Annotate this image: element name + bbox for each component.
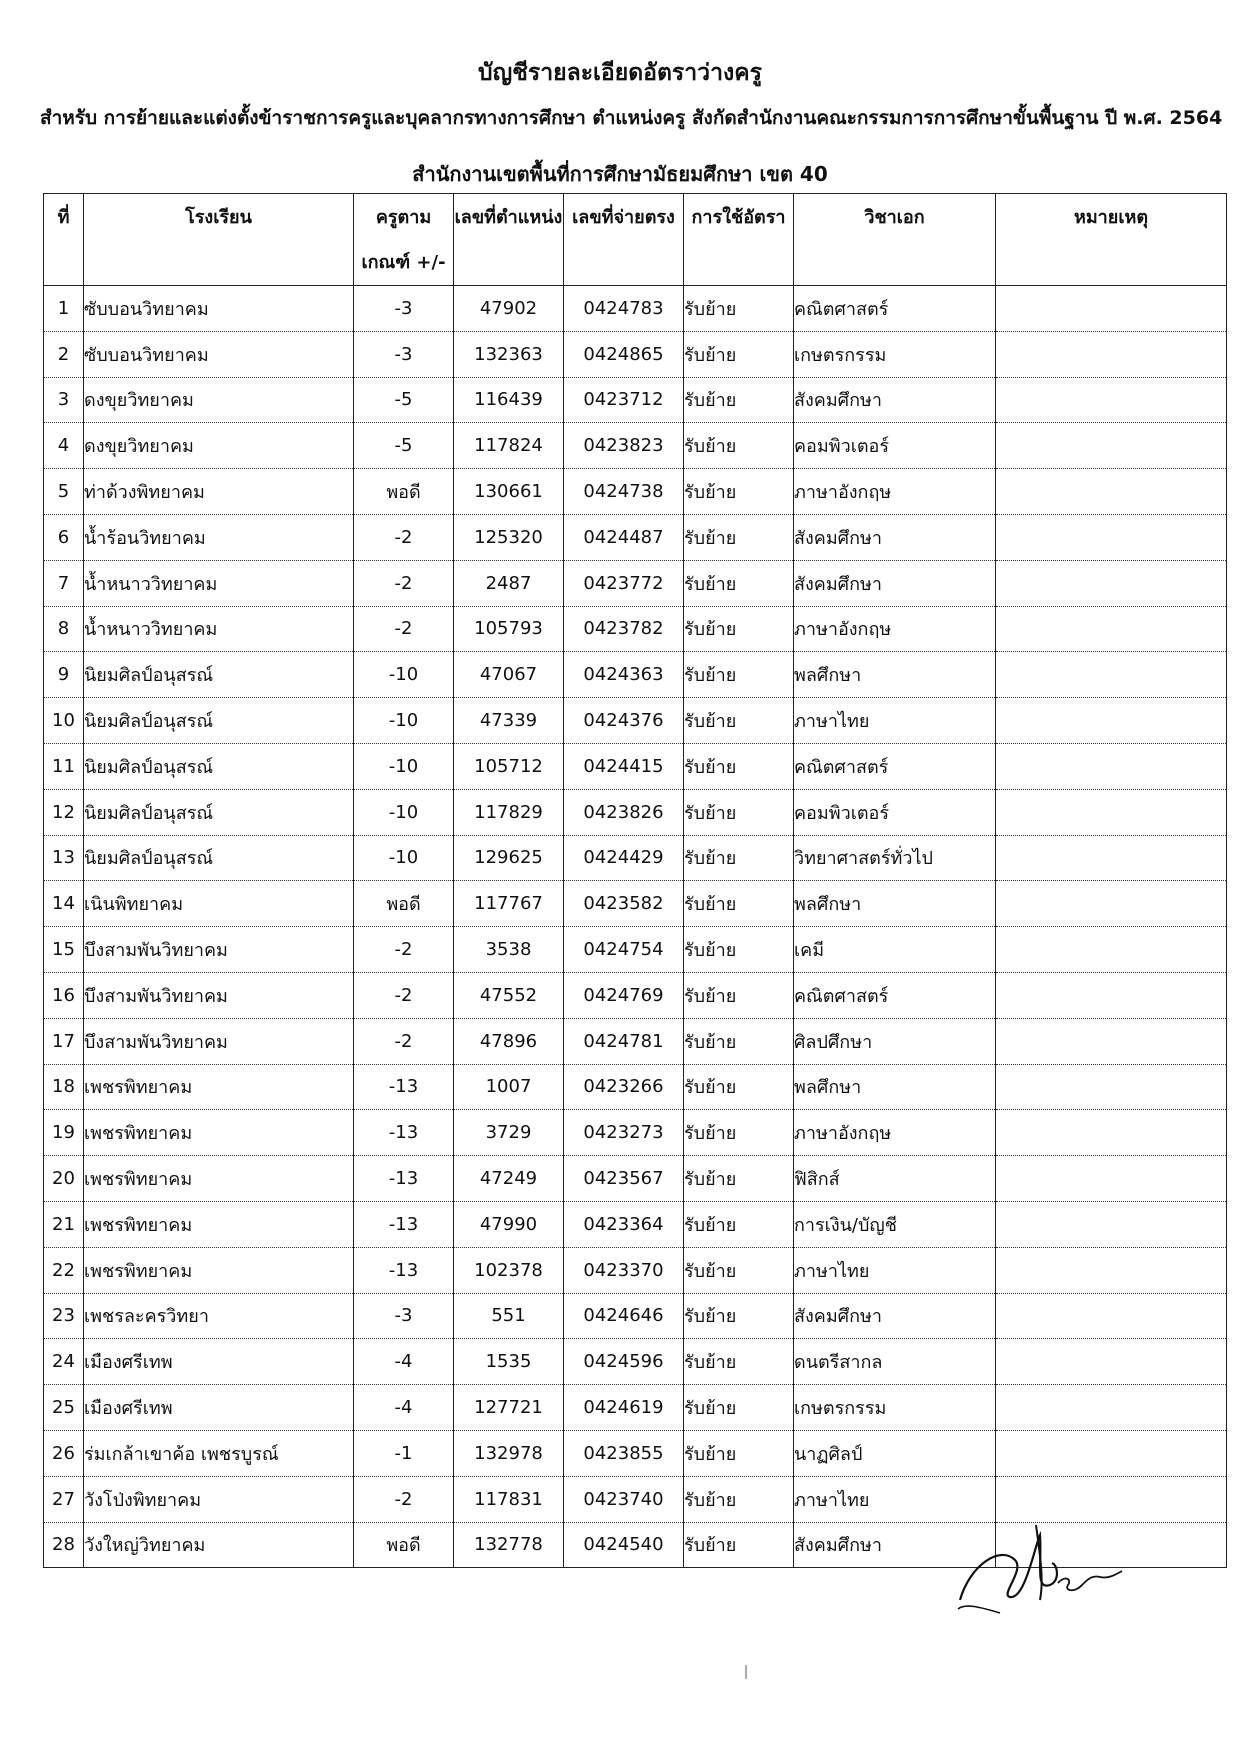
cell-position-no: 117829 <box>454 789 564 835</box>
cell-criteria: -5 <box>354 377 454 423</box>
cell-pay-no: 0423273 <box>564 1110 684 1156</box>
cell-major: เกษตรกรรม <box>794 1385 996 1431</box>
cell-major: เกษตรกรรม <box>794 331 996 377</box>
cell-no: 7 <box>44 560 84 606</box>
cell-criteria: -3 <box>354 286 454 332</box>
cell-major: ฟิสิกส์ <box>794 1156 996 1202</box>
cell-no: 10 <box>44 698 84 744</box>
cell-pay-no: 0424540 <box>564 1522 684 1568</box>
cell-no: 12 <box>44 789 84 835</box>
cell-criteria: -3 <box>354 1293 454 1339</box>
cell-criteria: -13 <box>354 1156 454 1202</box>
cell-major: สังคมศึกษา <box>794 377 996 423</box>
cell-position-no: 132778 <box>454 1522 564 1568</box>
cell-rate-use: รับย้าย <box>684 835 794 881</box>
table-row <box>44 606 1227 652</box>
cell-school: น้ำหนาววิทยาคม <box>84 606 354 652</box>
cell-remark <box>996 1201 1227 1247</box>
cell-position-no: 2487 <box>454 560 564 606</box>
cell-major: ภาษาไทย <box>794 698 996 744</box>
cell-no: 24 <box>44 1339 84 1385</box>
table-row <box>44 423 1227 469</box>
cell-rate-use: รับย้าย <box>684 1293 794 1339</box>
cell-position-no: 105793 <box>454 606 564 652</box>
cell-pay-no: 0424738 <box>564 469 684 515</box>
table-row <box>44 1247 1227 1293</box>
cell-rate-use: รับย้าย <box>684 743 794 789</box>
table-row <box>44 789 1227 835</box>
cell-pay-no: 0424619 <box>564 1385 684 1431</box>
cell-remark <box>996 1247 1227 1293</box>
cell-rate-use: รับย้าย <box>684 698 794 744</box>
cell-rate-use: รับย้าย <box>684 1476 794 1522</box>
cell-pay-no: 0424376 <box>564 698 684 744</box>
cell-school: ร่มเกล้าเขาค้อ เพชรบูรณ์ <box>84 1430 354 1476</box>
cell-position-no: 102378 <box>454 1247 564 1293</box>
cell-school: ท่าด้วงพิทยาคม <box>84 469 354 515</box>
cell-no: 6 <box>44 514 84 560</box>
col-header-criteria-line1: ครูตาม <box>375 207 432 228</box>
cell-criteria: -2 <box>354 927 454 973</box>
cell-school: วังใหญ่วิทยาคม <box>84 1522 354 1568</box>
cell-pay-no: 0423364 <box>564 1201 684 1247</box>
cell-no: 11 <box>44 743 84 789</box>
cell-position-no: 116439 <box>454 377 564 423</box>
col-header-criteria-line2: เกณฑ์ +/- <box>361 252 446 273</box>
cell-no: 3 <box>44 377 84 423</box>
cell-major: เคมี <box>794 927 996 973</box>
cell-major: ภาษาอังกฤษ <box>794 1110 996 1156</box>
cell-remark <box>996 331 1227 377</box>
cell-no: 16 <box>44 972 84 1018</box>
cell-remark <box>996 514 1227 560</box>
cell-rate-use: รับย้าย <box>684 1156 794 1202</box>
table-row <box>44 469 1227 515</box>
cell-rate-use: รับย้าย <box>684 1110 794 1156</box>
cell-criteria: -10 <box>354 789 454 835</box>
cell-school: บึงสามพันวิทยาคม <box>84 1018 354 1064</box>
cell-position-no: 1007 <box>454 1064 564 1110</box>
cell-pay-no: 0423370 <box>564 1247 684 1293</box>
cell-remark <box>996 652 1227 698</box>
cell-position-no: 105712 <box>454 743 564 789</box>
cell-school: ซับบอนวิทยาคม <box>84 331 354 377</box>
cell-rate-use: รับย้าย <box>684 1385 794 1431</box>
cell-no: 15 <box>44 927 84 973</box>
cell-position-no: 47067 <box>454 652 564 698</box>
cell-school: ดงขุยวิทยาคม <box>84 377 354 423</box>
col-header-criteria <box>354 194 454 286</box>
cell-rate-use: รับย้าย <box>684 514 794 560</box>
cell-school: นิยมศิลป์อนุสรณ์ <box>84 743 354 789</box>
cell-major: คณิตศาสตร์ <box>794 972 996 1018</box>
cell-criteria: -3 <box>354 331 454 377</box>
cell-position-no: 125320 <box>454 514 564 560</box>
cell-criteria: -2 <box>354 1018 454 1064</box>
cell-rate-use: รับย้าย <box>684 1201 794 1247</box>
cell-criteria: -13 <box>354 1201 454 1247</box>
cell-rate-use: รับย้าย <box>684 1018 794 1064</box>
cell-pay-no: 0424363 <box>564 652 684 698</box>
table-row <box>44 1156 1227 1202</box>
cell-pay-no: 0423567 <box>564 1156 684 1202</box>
cell-remark <box>996 1430 1227 1476</box>
cell-school: นิยมศิลป์อนุสรณ์ <box>84 652 354 698</box>
cell-no: 17 <box>44 1018 84 1064</box>
cell-major: ภาษาอังกฤษ <box>794 606 996 652</box>
cell-remark <box>996 1156 1227 1202</box>
cell-pay-no: 0424865 <box>564 331 684 377</box>
cell-pay-no: 0424487 <box>564 514 684 560</box>
table-row <box>44 881 1227 927</box>
cell-no: 18 <box>44 1064 84 1110</box>
cell-criteria: -2 <box>354 606 454 652</box>
cell-criteria: พอดี <box>354 1522 454 1568</box>
cell-criteria: -2 <box>354 514 454 560</box>
cell-rate-use: รับย้าย <box>684 1247 794 1293</box>
cell-remark <box>996 1064 1227 1110</box>
cell-position-no: 3538 <box>454 927 564 973</box>
cell-rate-use: รับย้าย <box>684 1064 794 1110</box>
cell-rate-use: รับย้าย <box>684 469 794 515</box>
cell-remark <box>996 927 1227 973</box>
table-row <box>44 652 1227 698</box>
cell-no: 26 <box>44 1430 84 1476</box>
cell-school: นิยมศิลป์อนุสรณ์ <box>84 698 354 744</box>
cell-pay-no: 0424769 <box>564 972 684 1018</box>
cell-criteria: -2 <box>354 1476 454 1522</box>
cell-pay-no: 0424783 <box>564 286 684 332</box>
vacancy-table <box>43 193 1227 1568</box>
cell-pay-no: 0423826 <box>564 789 684 835</box>
scan-speck <box>745 1665 747 1679</box>
col-header-major: วิชาเอก <box>794 194 996 286</box>
cell-pay-no: 0424596 <box>564 1339 684 1385</box>
table-row <box>44 514 1227 560</box>
cell-rate-use: รับย้าย <box>684 423 794 469</box>
col-header-school: โรงเรียน <box>84 194 354 286</box>
cell-school: บึงสามพันวิทยาคม <box>84 972 354 1018</box>
table-row <box>44 377 1227 423</box>
table-row <box>44 835 1227 881</box>
cell-rate-use: รับย้าย <box>684 377 794 423</box>
cell-pay-no: 0424754 <box>564 927 684 973</box>
cell-school: เพชรพิทยาคม <box>84 1201 354 1247</box>
table-row <box>44 698 1227 744</box>
cell-pay-no: 0423855 <box>564 1430 684 1476</box>
cell-pay-no: 0424429 <box>564 835 684 881</box>
cell-criteria: -13 <box>354 1247 454 1293</box>
cell-remark <box>996 469 1227 515</box>
cell-criteria: -1 <box>354 1430 454 1476</box>
cell-major: ศิลปศึกษา <box>794 1018 996 1064</box>
cell-position-no: 132363 <box>454 331 564 377</box>
cell-school: น้ำร้อนวิทยาคม <box>84 514 354 560</box>
cell-remark <box>996 606 1227 652</box>
cell-rate-use: รับย้าย <box>684 789 794 835</box>
cell-criteria: -2 <box>354 560 454 606</box>
cell-school: เพชรละครวิทยา <box>84 1293 354 1339</box>
cell-major: ภาษาไทย <box>794 1476 996 1522</box>
table-row <box>44 1430 1227 1476</box>
cell-school: เมืองศรีเทพ <box>84 1339 354 1385</box>
cell-rate-use: รับย้าย <box>684 286 794 332</box>
col-header-remark: หมายเหตุ <box>996 194 1227 286</box>
cell-major: พลศึกษา <box>794 1064 996 1110</box>
cell-pay-no: 0423782 <box>564 606 684 652</box>
cell-major: พลศึกษา <box>794 881 996 927</box>
cell-school: เนินพิทยาคม <box>84 881 354 927</box>
cell-pay-no: 0423823 <box>564 423 684 469</box>
cell-no: 14 <box>44 881 84 927</box>
cell-remark <box>996 881 1227 927</box>
cell-major: สังคมศึกษา <box>794 514 996 560</box>
cell-position-no: 129625 <box>454 835 564 881</box>
cell-pay-no: 0423712 <box>564 377 684 423</box>
cell-criteria: -10 <box>354 743 454 789</box>
cell-rate-use: รับย้าย <box>684 1339 794 1385</box>
cell-no: 8 <box>44 606 84 652</box>
col-header-position-no: เลขที่ตำแหน่ง <box>454 194 564 286</box>
cell-no: 22 <box>44 1247 84 1293</box>
cell-major: ดนตรีสากล <box>794 1339 996 1385</box>
cell-school: เพชรพิทยาคม <box>84 1064 354 1110</box>
cell-position-no: 117831 <box>454 1476 564 1522</box>
cell-rate-use: รับย้าย <box>684 1522 794 1568</box>
cell-criteria: -13 <box>354 1110 454 1156</box>
cell-remark <box>996 423 1227 469</box>
cell-school: นิยมศิลป์อนุสรณ์ <box>84 789 354 835</box>
cell-rate-use: รับย้าย <box>684 331 794 377</box>
cell-no: 4 <box>44 423 84 469</box>
cell-major: การเงิน/บัญชี <box>794 1201 996 1247</box>
cell-major: พลศึกษา <box>794 652 996 698</box>
cell-criteria: -13 <box>354 1064 454 1110</box>
table-row <box>44 560 1227 606</box>
table-row <box>44 1064 1227 1110</box>
cell-remark <box>996 698 1227 744</box>
cell-criteria: -4 <box>354 1339 454 1385</box>
cell-position-no: 47896 <box>454 1018 564 1064</box>
cell-remark <box>996 972 1227 1018</box>
handwritten-signature-icon <box>940 1505 1130 1615</box>
cell-remark <box>996 286 1227 332</box>
table-header-row <box>44 194 1227 286</box>
cell-criteria: -2 <box>354 972 454 1018</box>
document-subtitle: สำหรับ การย้ายและแต่งตั้งข้าราชการครูและบุคลากรทางการศึกษา ตำแหน่งครู สังกัดสำนักงานคณะกรรมการการศึกษาขั้นพื้นฐาน ปี พ.ศ. 2564 <box>40 107 1223 129</box>
cell-no: 1 <box>44 286 84 332</box>
cell-position-no: 117824 <box>454 423 564 469</box>
cell-pay-no: 0424646 <box>564 1293 684 1339</box>
cell-position-no: 551 <box>454 1293 564 1339</box>
table-row <box>44 286 1227 332</box>
cell-major: สังคมศึกษา <box>794 560 996 606</box>
cell-criteria: พอดี <box>354 881 454 927</box>
table-row <box>44 1018 1227 1064</box>
cell-criteria: -5 <box>354 423 454 469</box>
cell-criteria: -10 <box>354 652 454 698</box>
cell-position-no: 47552 <box>454 972 564 1018</box>
cell-no: 2 <box>44 331 84 377</box>
cell-no: 19 <box>44 1110 84 1156</box>
cell-rate-use: รับย้าย <box>684 652 794 698</box>
table-row <box>44 743 1227 789</box>
cell-no: 13 <box>44 835 84 881</box>
cell-no: 27 <box>44 1476 84 1522</box>
cell-school: วังโป่งพิทยาคม <box>84 1476 354 1522</box>
cell-school: เพชรพิทยาคม <box>84 1110 354 1156</box>
cell-major: สังคมศึกษา <box>794 1293 996 1339</box>
cell-remark <box>996 1339 1227 1385</box>
cell-criteria: -4 <box>354 1385 454 1431</box>
col-header-no: ที่ <box>44 194 84 286</box>
cell-remark <box>996 1110 1227 1156</box>
cell-remark <box>996 560 1227 606</box>
cell-remark <box>996 789 1227 835</box>
cell-pay-no: 0423582 <box>564 881 684 927</box>
cell-remark <box>996 835 1227 881</box>
cell-pay-no: 0423772 <box>564 560 684 606</box>
cell-major: วิทยาศาสตร์ทั่วไป <box>794 835 996 881</box>
office-name: สำนักงานเขตพื้นที่การศึกษามัธยมศึกษา เขต 40 <box>412 162 828 186</box>
cell-school: ดงขุยวิทยาคม <box>84 423 354 469</box>
cell-no: 5 <box>44 469 84 515</box>
cell-position-no: 1535 <box>454 1339 564 1385</box>
cell-no: 20 <box>44 1156 84 1202</box>
cell-rate-use: รับย้าย <box>684 881 794 927</box>
cell-school: เพชรพิทยาคม <box>84 1247 354 1293</box>
cell-school: นิยมศิลป์อนุสรณ์ <box>84 835 354 881</box>
table-row <box>44 972 1227 1018</box>
cell-no: 25 <box>44 1385 84 1431</box>
cell-major: สังคมศึกษา <box>794 1522 996 1568</box>
cell-position-no: 132978 <box>454 1430 564 1476</box>
table-row <box>44 1339 1227 1385</box>
cell-major: คอมพิวเตอร์ <box>794 423 996 469</box>
cell-pay-no: 0424781 <box>564 1018 684 1064</box>
cell-position-no: 47990 <box>454 1201 564 1247</box>
cell-pay-no: 0424415 <box>564 743 684 789</box>
cell-no: 28 <box>44 1522 84 1568</box>
cell-rate-use: รับย้าย <box>684 972 794 1018</box>
cell-major: คณิตศาสตร์ <box>794 286 996 332</box>
cell-rate-use: รับย้าย <box>684 560 794 606</box>
cell-remark <box>996 377 1227 423</box>
cell-major: คอมพิวเตอร์ <box>794 789 996 835</box>
cell-remark <box>996 1018 1227 1064</box>
cell-major: คณิตศาสตร์ <box>794 743 996 789</box>
cell-rate-use: รับย้าย <box>684 1430 794 1476</box>
table-row <box>44 1110 1227 1156</box>
cell-criteria: -10 <box>354 835 454 881</box>
cell-position-no: 117767 <box>454 881 564 927</box>
cell-position-no: 3729 <box>454 1110 564 1156</box>
cell-position-no: 47902 <box>454 286 564 332</box>
table-row <box>44 1201 1227 1247</box>
cell-no: 23 <box>44 1293 84 1339</box>
cell-position-no: 130661 <box>454 469 564 515</box>
cell-rate-use: รับย้าย <box>684 606 794 652</box>
cell-major: ภาษาอังกฤษ <box>794 469 996 515</box>
cell-school: น้ำหนาววิทยาคม <box>84 560 354 606</box>
cell-position-no: 47249 <box>454 1156 564 1202</box>
cell-no: 9 <box>44 652 84 698</box>
document-title: บัญชีรายละเอียดอัตราว่างครู <box>478 60 762 86</box>
cell-pay-no: 0423266 <box>564 1064 684 1110</box>
cell-remark <box>996 743 1227 789</box>
cell-position-no: 127721 <box>454 1385 564 1431</box>
col-header-pay-no: เลขที่จ่ายตรง <box>564 194 684 286</box>
cell-rate-use: รับย้าย <box>684 927 794 973</box>
cell-school: บึงสามพันวิทยาคม <box>84 927 354 973</box>
cell-school: เพชรพิทยาคม <box>84 1156 354 1202</box>
table-row <box>44 927 1227 973</box>
cell-no: 21 <box>44 1201 84 1247</box>
cell-criteria: -10 <box>354 698 454 744</box>
table-row <box>44 1293 1227 1339</box>
cell-position-no: 47339 <box>454 698 564 744</box>
cell-remark <box>996 1293 1227 1339</box>
cell-pay-no: 0423740 <box>564 1476 684 1522</box>
cell-school: ซับบอนวิทยาคม <box>84 286 354 332</box>
cell-remark <box>996 1385 1227 1431</box>
cell-school: เมืองศรีเทพ <box>84 1385 354 1431</box>
cell-major: ภาษาไทย <box>794 1247 996 1293</box>
table-row <box>44 1385 1227 1431</box>
col-header-rate-use: การใช้อัตรา <box>684 194 794 286</box>
table-row <box>44 331 1227 377</box>
cell-criteria: พอดี <box>354 469 454 515</box>
cell-major: นาฏศิลป์ <box>794 1430 996 1476</box>
